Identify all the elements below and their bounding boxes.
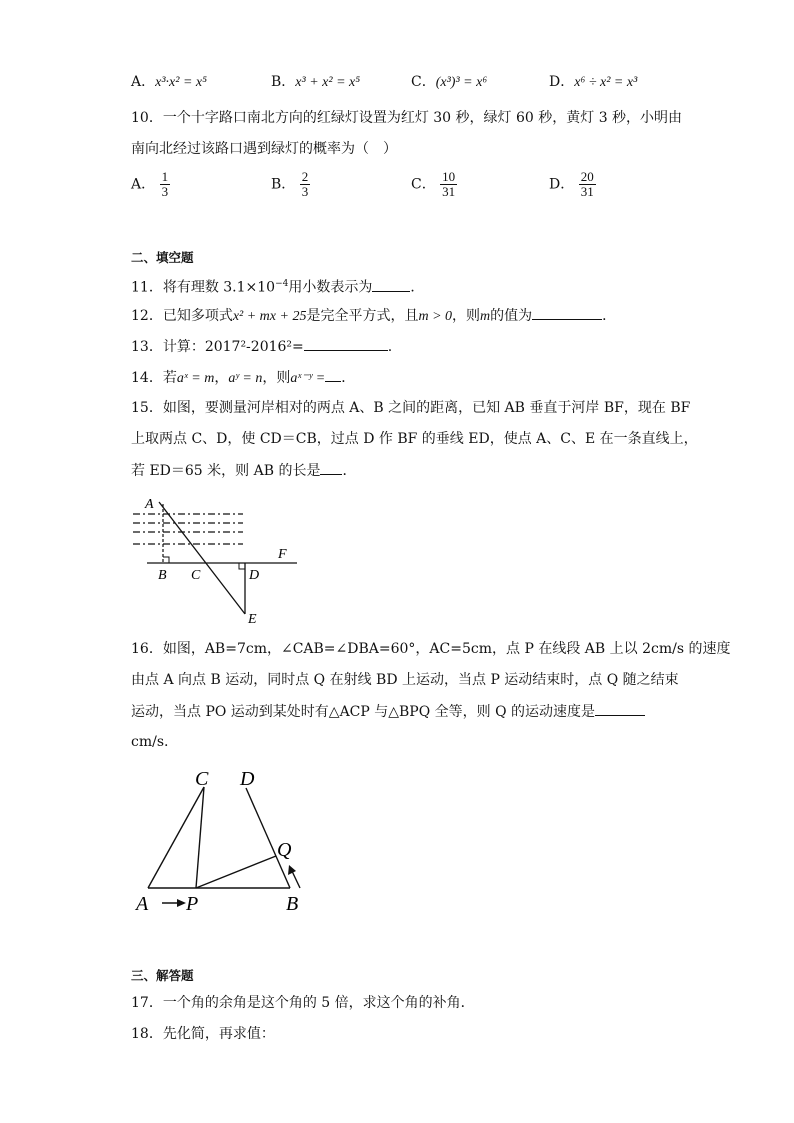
- q15-line3: 若 ED＝65 米，则 AB 的长是 ．: [131, 460, 356, 481]
- q17: 17．一个角的余角是这个角的 5 倍，求这个角的补角．: [131, 995, 475, 1011]
- label-c: C: [191, 568, 201, 583]
- section3-title: 三、解答题: [131, 968, 194, 983]
- ray-bd: [246, 788, 290, 888]
- right-angle-b: [163, 557, 169, 563]
- label-q: Q: [277, 839, 292, 861]
- q16-line1: 16．如图，AB=7cm，∠CAB=∠DBA=60°，AC=5cm，点 P 在线段 AB 上以 2cm/s 的速度: [131, 641, 731, 657]
- q10-option-c: C． $\frac{10}{31}$: [411, 169, 456, 199]
- arrow-q-head: [288, 865, 296, 875]
- label-e: E: [248, 612, 257, 627]
- q9-option-b: B．x³ + x² = x⁵: [271, 74, 361, 90]
- section2-title: 二、填空题: [131, 250, 194, 265]
- q10-option-b: B． $\frac{2}{3}$: [271, 169, 309, 199]
- label-b: B: [286, 893, 299, 915]
- q9-option-d: D．x⁶ ÷ x² = x³: [549, 74, 638, 90]
- figure-16: [130, 762, 320, 922]
- segment-ae: [159, 502, 245, 614]
- segment-ac: [148, 787, 204, 888]
- right-angle-d: [239, 563, 245, 569]
- arrow-p-head: [177, 899, 186, 907]
- q16-line2: 由点 A 向点 B 运动，同时点 Q 在射线 BD 上运动，当点 P 运动结束时，点 Q 随之结束: [131, 672, 679, 688]
- q14: 14．若aˣ = m，aʸ = n，则aˣ⁻ʸ = ．: [131, 367, 355, 389]
- q11: 11．将有理数 $3.1\times 10^{-4}$用小数表示为 ．: [131, 274, 424, 298]
- q13: 13．计算：2017²-2016²= .: [131, 336, 392, 357]
- segment-pq: [196, 856, 276, 888]
- q15-line2: 上取两点 C、D，使 CD＝CB，过点 D 作 BF 的垂线 ED，使点 A、C、E 在一条直线上，: [131, 431, 698, 447]
- q12: 12．已知多项式x² + mx + 25是完全平方式，且m > 0，则m的值为 ．: [131, 305, 616, 327]
- segment-cp: [196, 787, 204, 888]
- figure-15: [125, 492, 305, 627]
- q10-option-a: A． $\frac{1}{3}$: [131, 169, 169, 199]
- label-d: D: [240, 768, 255, 790]
- q9-option-a: A．x³·x² = x⁵: [131, 74, 207, 90]
- label-a: A: [136, 893, 149, 915]
- q10-line2: 南向北经过该路口遇到绿灯的概率为（ ）: [131, 141, 397, 157]
- q15-line1: 15．如图，要测量河岸相对的两点 A、B 之间的距离，已知 AB 垂直于河岸 BF，现在 BF: [131, 400, 691, 416]
- label-a: A: [145, 497, 154, 512]
- label-c: C: [195, 768, 209, 790]
- label-p: P: [186, 893, 199, 915]
- q10-option-d: D． $\frac{20}{31}$: [549, 169, 594, 199]
- q16-line3: 运动，当点 PO 运动到某处时有△ACP 与△BPQ 全等，则 Q 的运动速度是: [131, 701, 645, 722]
- q18: 18．先化简，再求值：: [131, 1026, 275, 1042]
- label-b: B: [158, 568, 167, 583]
- label-d: D: [249, 568, 260, 583]
- q10-line1: 10．一个十字路口南北方向的红绿灯设置为红灯 30 秒，绿灯 60 秒，黄灯 3 秒，小明由: [131, 110, 683, 126]
- q16-line4: cm/s.: [131, 734, 169, 750]
- label-f: F: [278, 547, 287, 562]
- q9-option-c: C．(x³)³ = x⁶: [411, 74, 488, 90]
